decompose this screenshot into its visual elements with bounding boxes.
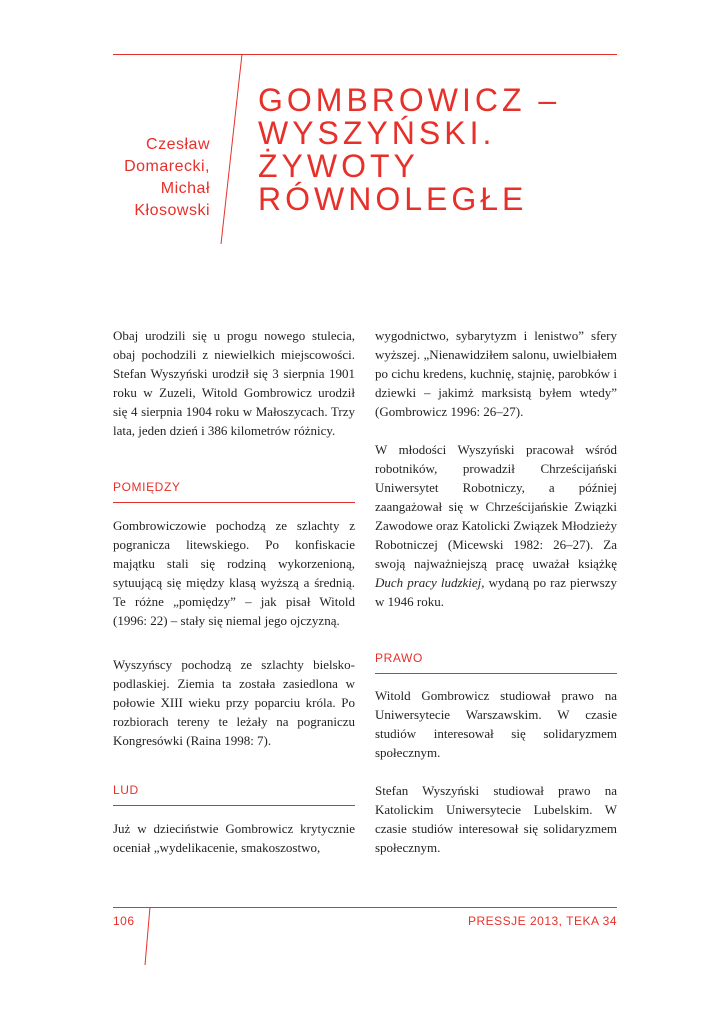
paragraph [375,440,617,611]
author-line: Kłosowski [134,202,210,219]
section-prawo-body [375,686,617,762]
author-line: Michał [160,180,210,197]
author-line: Czesław [146,136,210,153]
continued-paragraph [375,326,617,421]
paragraph: Już w dzieciństwie Gombrowicz krytycznie oceniał „wydelikacenie, smakoszostwo, [113,821,355,855]
authors [70,134,210,222]
section-heading-lud: LUD [113,783,139,797]
page-number: 106 [113,914,135,928]
paragraph-text: W młodości Wyszyński pracował wśród robotników, prowadził Chrześcijański Uniwersytet Robotniczy, a później zaangażował się w Chrześcijańskie Związki Zawodowe oraz Katolicki Związek Młodzieży Robotniczej (Micewski 1982: 26–27). Za swoją najważniejszą pracę uważał książkę [375,442,617,571]
title-line: ŻYWOTY [258,148,419,184]
section-prawo-body-2 [375,781,617,857]
paragraph: wygodnictwo, sybarytyzm i lenistwo” sfery wyższej. „Nienawidziłem salonu, uwielbiałem po cichu kredens, kuchnię, stajnię, parobków i dziewki – jakimż marksistą byłem wtedy” (Gombrowicz 1996: 26–27). [375,328,617,419]
paragraph: Witold Gombrowicz studiował prawo na Uniwersytecie Warszawskim. W czasie studiów interesował się solidaryzmem społecznym. [375,688,617,760]
section-heading-prawo: PRAWO [375,651,423,665]
book-title: Duch pracy ludzkiej [375,575,482,590]
intro-text: Obaj urodzili się u progu nowego stulecia, obaj pochodzili z niewielkich miejscowości. Stefan Wyszyński urodził się 3 sierpnia 1901 roku w Zuzeli, Witold Gombrowicz urodził się 4 sierpnia 1904 roku w Małoszycach. Trzy lata, jeden dzień i 386 kilometrów różnicy. [113,328,355,438]
footer-rule [113,907,617,908]
title-line: WYSZYŃSKI. [258,115,496,151]
section-rule [113,805,355,806]
title-line: RÓWNOLEGŁE [258,181,528,217]
paragraph: Wyszyńscy pochodzą ze szlachty bielsko-podlaskiej. Ziemia ta została zasiedlona w połowie XIII wieku przy poparciu króla. Po rozbiorach tereny te leżały na pograniczu Kongresówki (Raina 1998: 7). [113,657,355,748]
paragraph: Stefan Wyszyński studiował prawo na Katolickim Uniwersytecie Lubelskim. W czasie studiów interesował się solidaryzmem społecznym. [375,783,617,855]
top-rule [113,54,617,55]
paragraph-text: , wydaną po raz pierwszy w 1946 roku. [375,575,617,609]
section-lud-body [113,819,355,857]
section-pomiedzy-body-2 [113,655,355,750]
section-pomiedzy-body [113,516,355,630]
intro-paragraph [113,326,355,440]
article-title [258,84,698,216]
section-rule [375,673,617,674]
journal-info: PRESSJE 2013, TEKA 34 [467,914,617,928]
paragraph: Gombrowiczowie pochodzą ze szlachty z pogranicza litewskiego. Po konfiskacie majątku stali się rodziną wykorzenioną, sytuującą się między klasą wyższą a średnią. Te różne „pomiędzy” – jak pisał Witold (1996: 22) – stały się niemal jego ojczyzną. [113,518,355,628]
author-line: Domarecki, [124,158,210,175]
footer-divider-slash [142,907,158,967]
section-rule [113,502,355,503]
header-divider-slash [218,54,248,254]
paragraph-wyszynski-youth [375,440,617,611]
title-line: GOMBROWICZ – [258,82,561,118]
section-heading-pomiedzy: POMIĘDZY [113,480,181,494]
